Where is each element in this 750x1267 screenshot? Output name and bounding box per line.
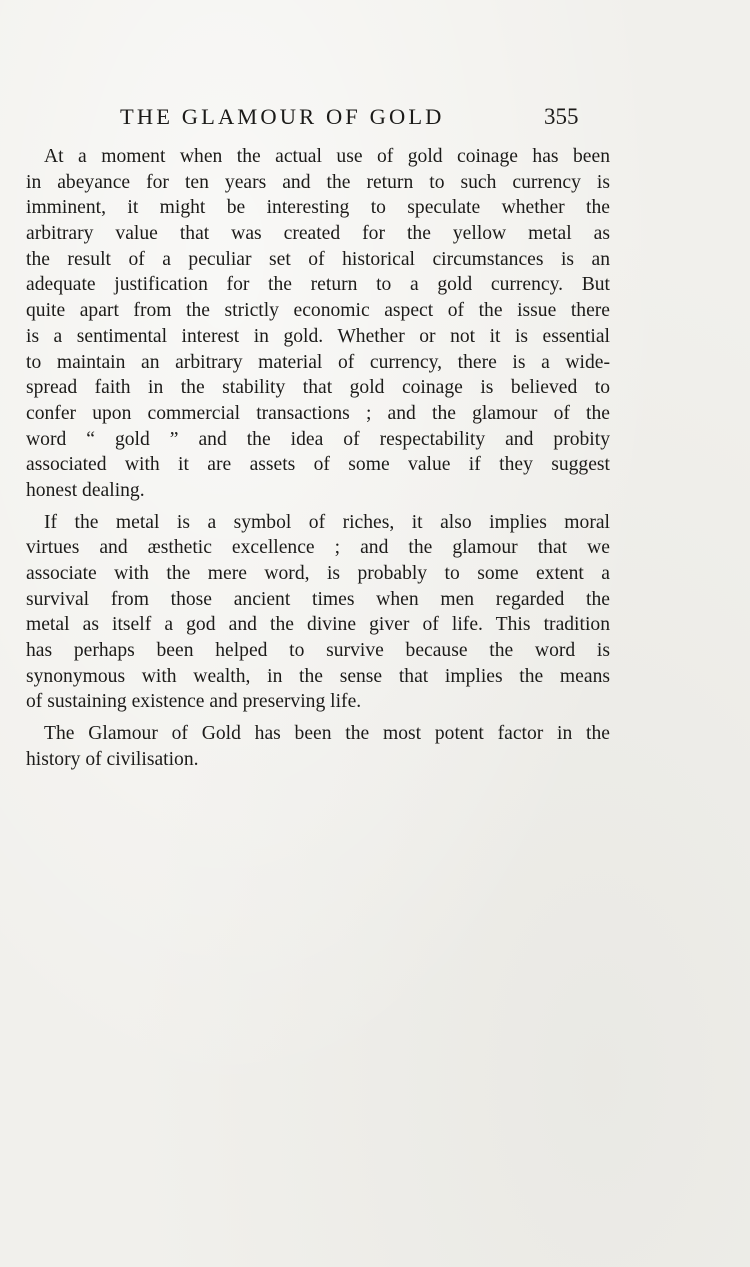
paragraph-2 [26,510,610,716]
text-line: associate with the mere word, is probably to some extent a [26,563,610,584]
text-line: arbitrary value that was created for the yellow metal as [26,223,610,245]
body-text [26,144,610,779]
page-number: 355 [544,104,579,129]
text-line: quite apart from the strictly economic aspect of the issue there [26,300,610,322]
text-line: adequate justification for the return to a gold currency. But [26,274,610,296]
text-line: history of civilisation. [26,748,199,770]
text-line: virtues and æsthetic excellence ; and the glamour that we [26,537,610,559]
text-line: If the metal is a symbol of riches, it also implies moral [44,511,610,533]
text-line: word “ gold ” and the idea of respectability and probity [26,428,610,450]
text-line: synonymous with wealth, in the sense that implies the means [26,665,610,687]
text-line: metal as itself a god and the divine giver of life. This tradition [26,614,610,636]
paragraph-1 [26,144,610,504]
text-line: imminent, it might be interesting to speculate whether the [26,197,610,219]
text-line: in abeyance for ten years and the return to such currency is [26,171,610,193]
text-line: The Glamour of Gold has been the most potent factor in the [44,723,610,745]
paragraph-3 [26,721,610,772]
page-header [0,104,750,140]
text-line: has perhaps been helped to survive because the word is [26,640,610,662]
text-line: the result of a peculiar set of historical circumstances is an [26,248,610,270]
running-title: THE GLAMOUR OF GOLD [120,104,445,129]
text-line: confer upon commercial transactions ; and the glamour of the [26,402,610,424]
text-line: associated with it are assets of some value if they suggest [26,454,610,476]
text-line: is a sentimental interest in gold. Whether or not it is essential [26,325,610,347]
text-line: honest dealing. [26,479,145,501]
text-line: At a moment when the actual use of gold coinage has been [44,146,610,167]
text-line: spread faith in the stability that gold coinage is believed to [26,377,610,399]
text-line: survival from those ancient times when men regarded the [26,588,610,610]
text-line: of sustaining existence and preserving life. [26,691,362,713]
text-line: to maintain an arbitrary material of currency, there is a wide- [26,351,610,373]
